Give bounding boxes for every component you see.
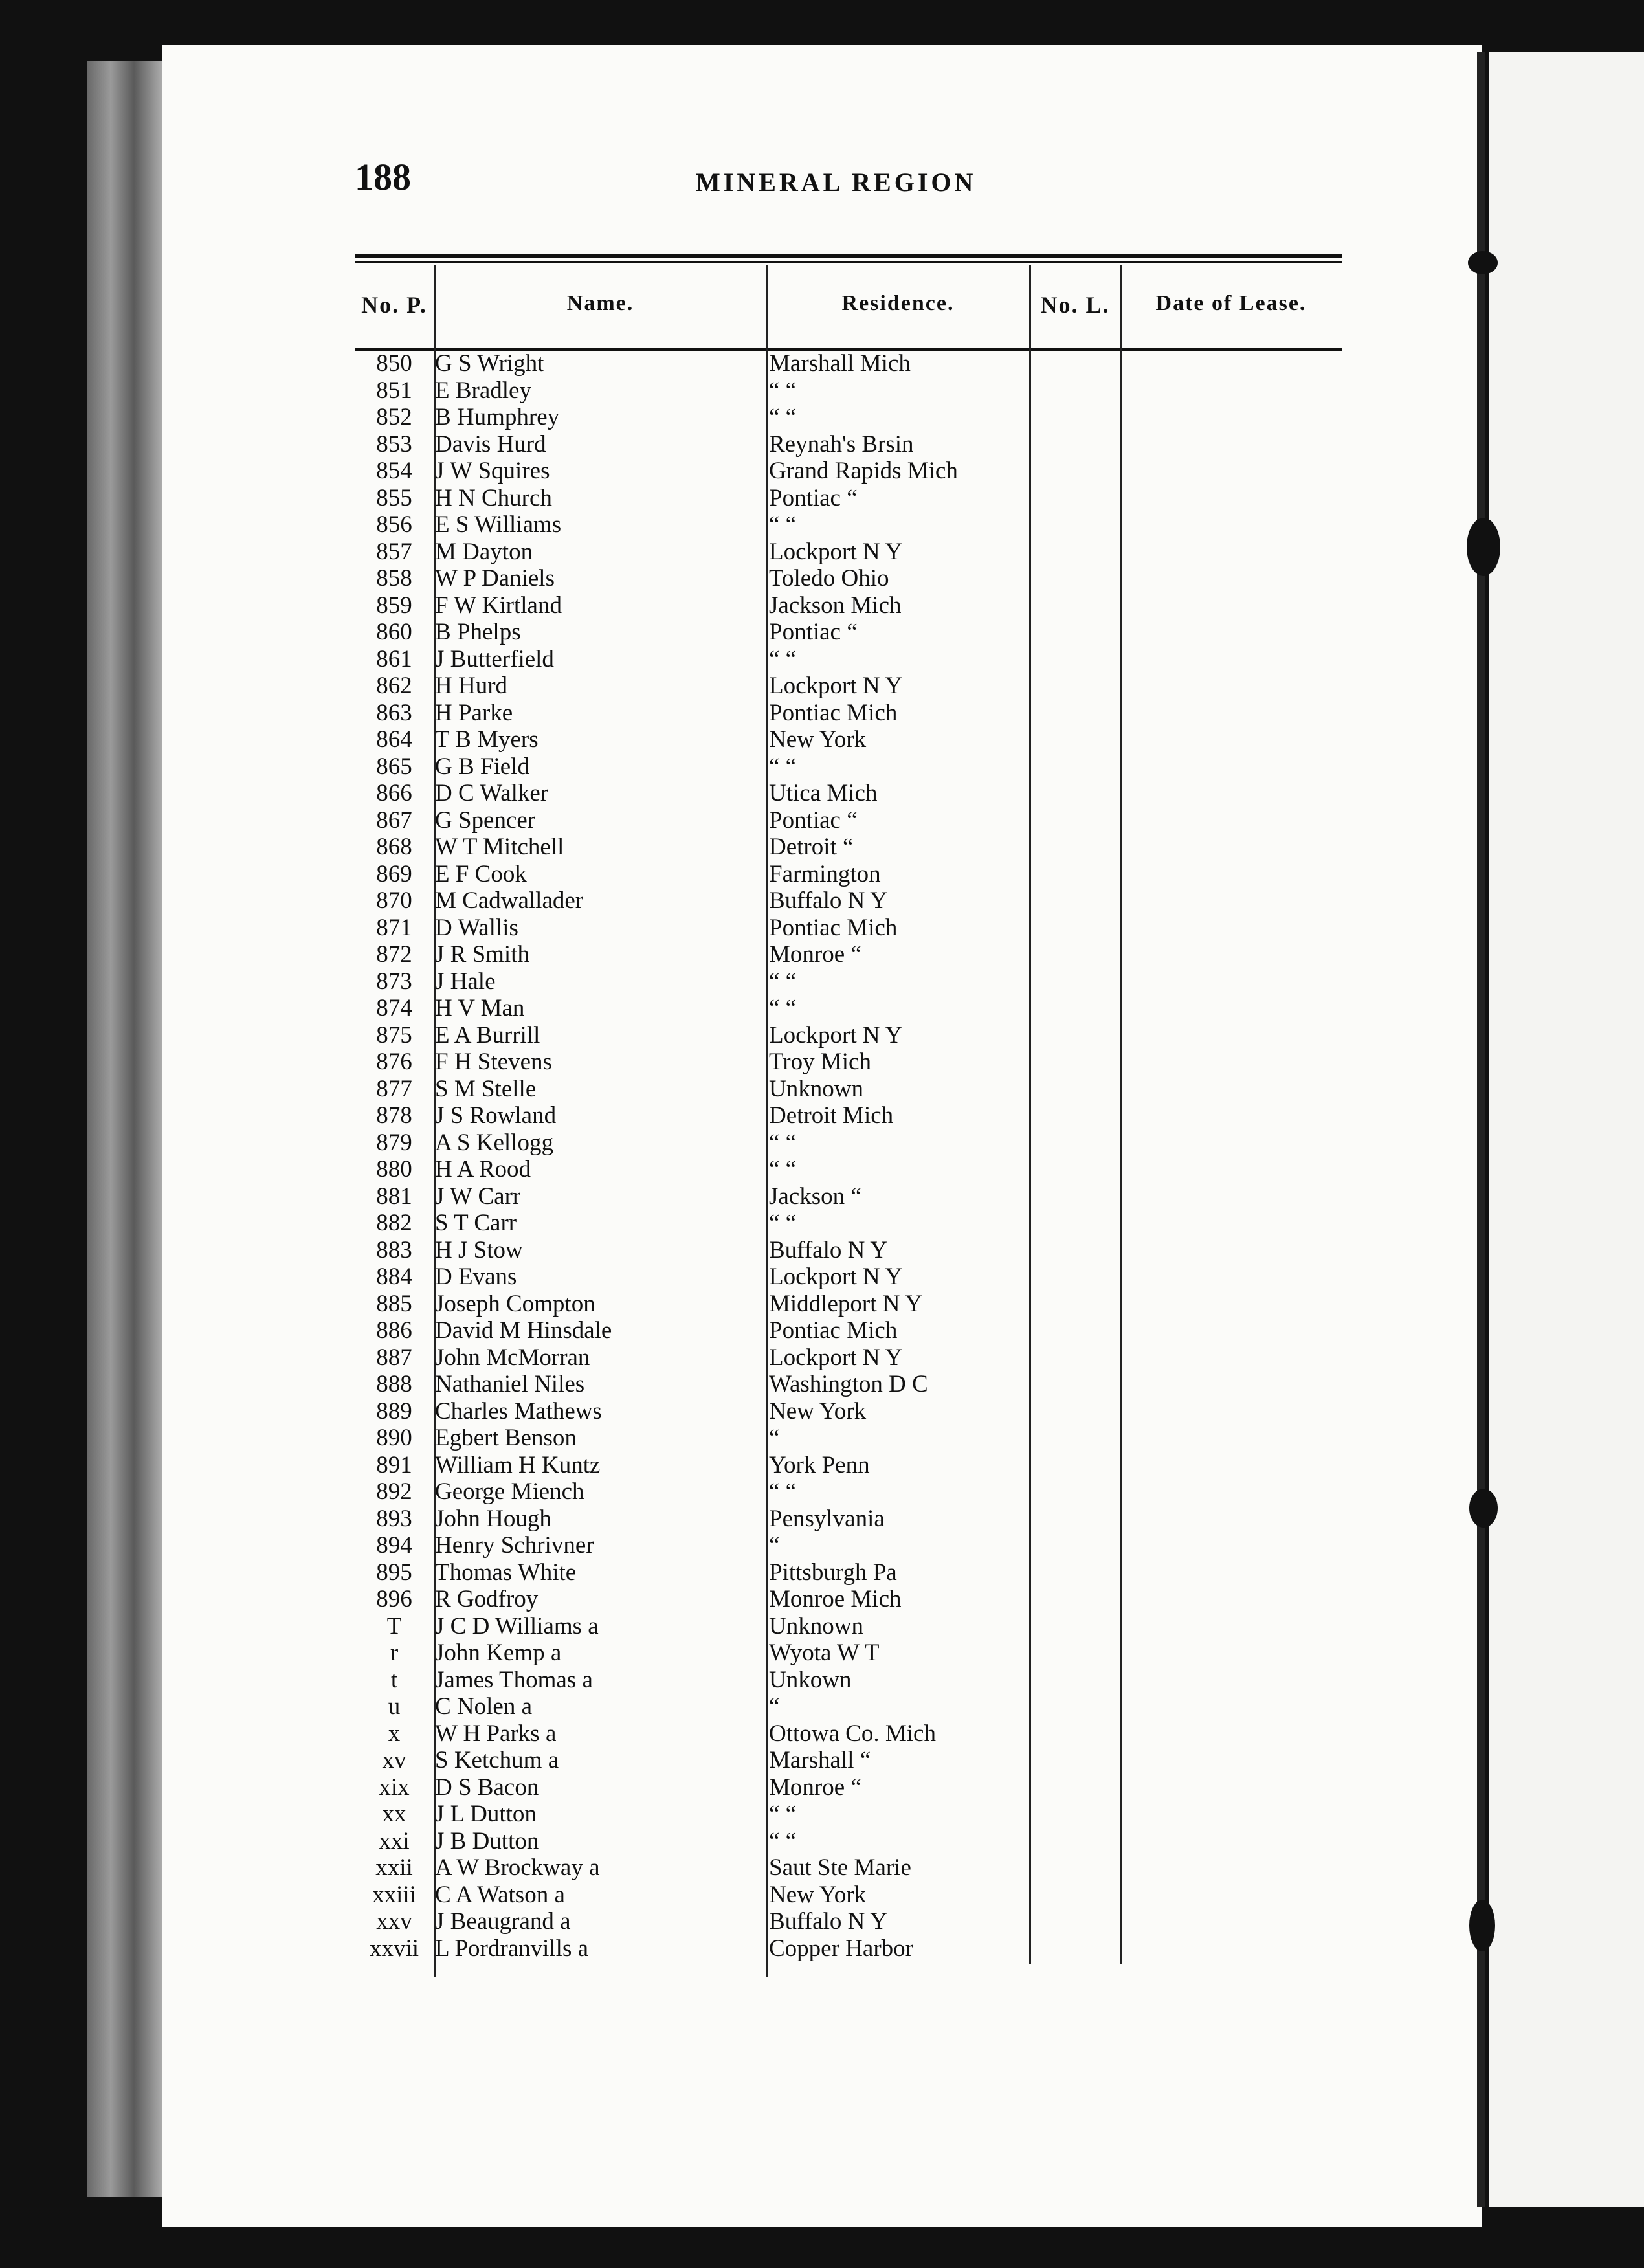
row-name: G Spencer <box>435 806 536 834</box>
table-row <box>355 1720 1342 1747</box>
table-row <box>355 1021 1342 1049</box>
row-number: xxiii <box>372 1881 416 1908</box>
header-date-of-lease: Date of Lease. <box>1155 291 1307 315</box>
row-residence: “ <box>769 1693 780 1720</box>
row-name: J S Rowland <box>435 1102 557 1129</box>
page-gutter <box>1477 52 1485 2207</box>
table-row <box>355 1048 1342 1075</box>
row-residence: “ “ <box>769 404 797 430</box>
table-row <box>355 1854 1342 1881</box>
table-top-rule <box>355 254 1342 258</box>
table-row <box>355 1344 1342 1371</box>
row-residence: Monroe “ <box>769 1773 861 1801</box>
table-row <box>355 779 1342 806</box>
table-row <box>355 1102 1342 1129</box>
row-number: 883 <box>376 1236 412 1263</box>
row-number: 870 <box>376 887 412 914</box>
row-residence: Marshall “ <box>769 1747 871 1773</box>
row-number: 882 <box>376 1210 412 1236</box>
row-number: 880 <box>376 1156 412 1183</box>
table-row <box>355 564 1342 592</box>
row-residence: “ “ <box>769 968 797 995</box>
table-row <box>355 753 1342 780</box>
book-spine <box>87 61 165 2197</box>
row-number: 894 <box>376 1532 412 1559</box>
row-residence: “ <box>769 1425 780 1451</box>
row-name: W P Daniels <box>435 565 555 592</box>
table-row <box>355 887 1342 914</box>
table-row <box>355 592 1342 619</box>
row-number: 893 <box>376 1505 412 1532</box>
table-row <box>355 1666 1342 1693</box>
row-name: Egbert Benson <box>435 1425 577 1451</box>
table-row <box>355 1075 1342 1102</box>
row-residence: Copper Harbor <box>769 1935 913 1962</box>
row-name: A W Brockway a <box>435 1854 600 1881</box>
row-residence: Pontiac “ <box>769 484 858 511</box>
row-number: 884 <box>376 1263 412 1290</box>
row-residence: “ “ <box>769 377 797 404</box>
row-residence: “ <box>769 1532 780 1559</box>
table-row <box>355 1505 1342 1532</box>
row-residence: “ “ <box>769 1156 797 1183</box>
row-name: Thomas White <box>435 1559 577 1586</box>
row-name: J Beaugrand a <box>435 1908 571 1935</box>
row-residence: Unknown <box>769 1612 863 1640</box>
row-name: H V Man <box>435 995 525 1021</box>
row-number: 892 <box>376 1478 412 1505</box>
row-number: 896 <box>376 1586 412 1612</box>
row-residence: Lockport N Y <box>769 1344 903 1371</box>
row-residence: New York <box>769 726 867 753</box>
row-name: George Miench <box>435 1478 584 1505</box>
row-number: 889 <box>376 1397 412 1425</box>
row-name: H J Stow <box>435 1236 523 1263</box>
row-number: 865 <box>376 753 412 780</box>
row-number: 852 <box>376 404 412 430</box>
row-name: S Ketchum a <box>435 1747 559 1773</box>
row-residence: Pontiac “ <box>769 619 858 645</box>
row-residence: Buffalo N Y <box>769 1908 887 1935</box>
table-row <box>355 1827 1342 1854</box>
row-name: S M Stelle <box>435 1075 537 1102</box>
table-row <box>355 618 1342 645</box>
row-residence: “ “ <box>769 645 797 673</box>
header-residence: Residence. <box>841 291 955 315</box>
row-name: J W Squires <box>435 458 550 484</box>
row-residence: “ “ <box>769 1129 797 1156</box>
row-residence: New York <box>769 1397 867 1425</box>
table-row <box>355 672 1342 699</box>
table-row <box>355 968 1342 995</box>
table-row <box>355 1290 1342 1317</box>
row-name: C A Watson a <box>435 1881 565 1908</box>
table-row <box>355 1424 1342 1451</box>
row-name: T B Myers <box>435 726 539 753</box>
table-row <box>355 1129 1342 1156</box>
table-row <box>355 538 1342 565</box>
row-number: xv <box>382 1747 406 1773</box>
row-number: 874 <box>376 995 412 1021</box>
row-name: M Dayton <box>435 538 533 565</box>
table-row <box>355 1585 1342 1612</box>
row-number: 856 <box>376 511 412 538</box>
table-row <box>355 699 1342 726</box>
row-residence: “ “ <box>769 1827 797 1854</box>
ink-blot <box>1469 1900 1495 1951</box>
row-name: Charles Mathews <box>435 1397 602 1425</box>
row-residence: Pontiac Mich <box>769 699 898 726</box>
row-residence: “ “ <box>769 753 797 780</box>
table-row <box>355 1612 1342 1640</box>
row-residence: Farmington <box>769 860 881 887</box>
row-residence: “ “ <box>769 1478 797 1505</box>
row-name: Davis Hurd <box>435 430 546 458</box>
table-row <box>355 860 1342 887</box>
row-residence: Marshall Mich <box>769 350 911 377</box>
table-row <box>355 1935 1342 1962</box>
row-name: D Wallis <box>435 914 518 941</box>
table-row <box>355 940 1342 968</box>
row-number: x <box>388 1720 401 1747</box>
row-name: J B Dutton <box>435 1827 539 1854</box>
table-row <box>355 645 1342 673</box>
row-number: 858 <box>376 565 412 592</box>
row-residence: Unkown <box>769 1666 852 1693</box>
row-name: Joseph Compton <box>435 1290 595 1317</box>
row-residence: Pontiac “ <box>769 806 858 834</box>
row-name: J Butterfield <box>435 645 554 673</box>
row-number: 888 <box>376 1371 412 1397</box>
row-residence: Jackson Mich <box>769 592 902 619</box>
table-row <box>355 1907 1342 1935</box>
page-title: MINERAL REGION <box>696 168 977 197</box>
row-number: 850 <box>376 350 412 377</box>
table-row <box>355 833 1342 860</box>
table-body <box>355 350 1342 1961</box>
row-residence: Pontiac Mich <box>769 1317 898 1344</box>
row-name: E Bradley <box>435 377 531 404</box>
row-number: 855 <box>376 484 412 511</box>
row-name: B Phelps <box>435 619 521 645</box>
row-residence: Grand Rapids Mich <box>769 458 958 484</box>
table-row <box>355 1370 1342 1397</box>
row-number: 859 <box>376 592 412 619</box>
table-row <box>355 484 1342 511</box>
row-residence: Wyota W T <box>769 1640 880 1666</box>
row-residence: Pontiac Mich <box>769 914 898 941</box>
row-number: 886 <box>376 1317 412 1344</box>
row-name: John Kemp a <box>435 1640 562 1666</box>
row-residence: Unknown <box>769 1075 863 1102</box>
row-number: xix <box>379 1773 410 1801</box>
table-row <box>355 994 1342 1021</box>
row-number: 878 <box>376 1102 412 1129</box>
row-number: 853 <box>376 430 412 458</box>
table-row <box>355 1209 1342 1236</box>
row-residence: Pensylvania <box>769 1505 885 1532</box>
row-number: 871 <box>376 914 412 941</box>
table-row <box>355 1693 1342 1720</box>
row-number: t <box>390 1666 398 1693</box>
header-name: Name. <box>566 291 634 315</box>
table-row <box>355 1881 1342 1908</box>
row-name: W H Parks a <box>435 1720 557 1747</box>
row-name: J Hale <box>435 968 496 995</box>
row-number: 867 <box>376 806 412 834</box>
row-number: 879 <box>376 1129 412 1156</box>
row-name: E S Williams <box>435 511 562 538</box>
table-header <box>355 265 1342 348</box>
row-number: 861 <box>376 645 412 673</box>
table-top-rule-thin <box>355 261 1342 263</box>
row-number: 857 <box>376 538 412 565</box>
row-number: 890 <box>376 1425 412 1451</box>
row-number: 863 <box>376 699 412 726</box>
row-name: D S Bacon <box>435 1773 539 1801</box>
table-row <box>355 1451 1342 1478</box>
row-residence: Lockport N Y <box>769 1263 903 1290</box>
row-number: 873 <box>376 968 412 995</box>
row-residence: Troy Mich <box>769 1049 871 1075</box>
row-name: H A Rood <box>435 1156 531 1183</box>
row-name: James Thomas a <box>435 1666 593 1693</box>
row-number: 881 <box>376 1183 412 1210</box>
row-number: 854 <box>376 458 412 484</box>
row-residence: “ “ <box>769 995 797 1021</box>
row-number: 864 <box>376 726 412 753</box>
row-residence: Toledo Ohio <box>769 565 889 592</box>
row-name: H Hurd <box>435 673 508 699</box>
header-no-p: No. P. <box>361 292 427 318</box>
table-row <box>355 350 1342 377</box>
table-row <box>355 806 1342 834</box>
row-number: 877 <box>376 1075 412 1102</box>
row-name: J L Dutton <box>435 1801 537 1827</box>
row-number: 869 <box>376 860 412 887</box>
row-number: xxv <box>376 1908 412 1935</box>
row-residence: Washington D C <box>769 1371 928 1397</box>
row-name: John Hough <box>435 1505 551 1532</box>
row-name: L Pordranvills a <box>435 1935 589 1962</box>
table-row <box>355 403 1342 430</box>
row-number: 891 <box>376 1451 412 1478</box>
row-name: Henry Schrivner <box>435 1532 594 1559</box>
table-row <box>355 1236 1342 1263</box>
row-number: xxii <box>375 1854 413 1881</box>
row-residence: Buffalo N Y <box>769 1236 887 1263</box>
row-name: A S Kellogg <box>435 1129 553 1156</box>
row-name: J W Carr <box>435 1183 521 1210</box>
row-number: xx <box>382 1801 406 1827</box>
table-row <box>355 1397 1342 1425</box>
row-name: H N Church <box>435 484 552 511</box>
row-number: 876 <box>376 1049 412 1075</box>
row-name: W T Mitchell <box>435 834 564 860</box>
row-name: M Cadwallader <box>435 887 584 914</box>
ink-blot <box>1467 518 1500 576</box>
row-residence: Monroe Mich <box>769 1586 902 1612</box>
row-name: F W Kirtland <box>435 592 562 619</box>
table-row <box>355 914 1342 941</box>
row-residence: Buffalo N Y <box>769 887 887 914</box>
row-residence: Ottowa Co. Mich <box>769 1720 936 1747</box>
row-number: 866 <box>376 780 412 806</box>
row-residence: “ “ <box>769 511 797 538</box>
row-number: 872 <box>376 941 412 968</box>
row-residence: Middleport N Y <box>769 1290 923 1317</box>
row-name: John McMorran <box>435 1344 590 1371</box>
row-residence: Utica Mich <box>769 780 878 806</box>
row-name: J R Smith <box>435 941 529 968</box>
page-number: 188 <box>355 156 411 198</box>
row-name: G S Wright <box>435 350 544 377</box>
row-residence: Detroit Mich <box>769 1102 894 1129</box>
row-name: G B Field <box>435 753 529 780</box>
table-row <box>355 1639 1342 1666</box>
row-residence: Detroit “ <box>769 834 854 860</box>
header-no-l: No. L. <box>1040 292 1110 318</box>
table-row <box>355 1155 1342 1183</box>
row-name: J C D Williams a <box>435 1612 599 1640</box>
row-residence: Monroe “ <box>769 941 861 968</box>
row-number: 860 <box>376 619 412 645</box>
row-number: 868 <box>376 834 412 860</box>
row-name: S T Carr <box>435 1210 517 1236</box>
row-name: D C Walker <box>435 780 549 806</box>
row-number: u <box>388 1693 401 1720</box>
row-residence: New York <box>769 1881 867 1908</box>
row-residence: Saut Ste Marie <box>769 1854 911 1881</box>
table-row <box>355 1746 1342 1773</box>
table-row <box>355 1531 1342 1559</box>
table-row <box>355 726 1342 753</box>
row-name: E F Cook <box>435 860 527 887</box>
row-number: 885 <box>376 1290 412 1317</box>
row-residence: Reynah's Brsin <box>769 430 914 458</box>
row-residence: “ “ <box>769 1801 797 1827</box>
row-residence: Lockport N Y <box>769 673 903 699</box>
ink-blot <box>1469 1489 1498 1528</box>
row-name: David M Hinsdale <box>435 1317 612 1344</box>
row-residence: Lockport N Y <box>769 1021 903 1049</box>
table-row <box>355 377 1342 404</box>
row-number: 875 <box>376 1021 412 1049</box>
table-row <box>355 1478 1342 1505</box>
table-row <box>355 1773 1342 1801</box>
row-name: C Nolen a <box>435 1693 533 1720</box>
row-residence: York Penn <box>769 1451 870 1478</box>
row-name: E A Burrill <box>435 1021 540 1049</box>
row-number: 851 <box>376 377 412 404</box>
adjacent-page <box>1489 52 1644 2207</box>
row-name: R Godfroy <box>435 1586 539 1612</box>
row-name: Nathaniel Niles <box>435 1371 585 1397</box>
table-row <box>355 457 1342 484</box>
row-residence: Jackson “ <box>769 1183 861 1210</box>
row-number: 895 <box>376 1559 412 1586</box>
table-row <box>355 1317 1342 1344</box>
row-number: r <box>390 1640 399 1666</box>
row-number: 887 <box>376 1344 412 1371</box>
row-number: xxi <box>379 1827 410 1854</box>
table-row <box>355 1800 1342 1827</box>
row-name: H Parke <box>435 699 513 726</box>
row-residence: Pittsburgh Pa <box>769 1559 897 1586</box>
row-number: xxvii <box>369 1935 419 1962</box>
row-name: William H Kuntz <box>435 1451 601 1478</box>
row-name: B Humphrey <box>435 404 560 430</box>
table-row <box>355 511 1342 538</box>
ink-blot <box>1468 251 1498 274</box>
row-name: F H Stevens <box>435 1049 552 1075</box>
row-residence: “ “ <box>769 1210 797 1236</box>
row-number: T <box>386 1612 402 1640</box>
table-row <box>355 1559 1342 1586</box>
table-row <box>355 430 1342 458</box>
table-row <box>355 1183 1342 1210</box>
row-number: 862 <box>376 673 412 699</box>
row-name: D Evans <box>435 1263 517 1290</box>
row-residence: Lockport N Y <box>769 538 903 565</box>
table-row <box>355 1263 1342 1290</box>
